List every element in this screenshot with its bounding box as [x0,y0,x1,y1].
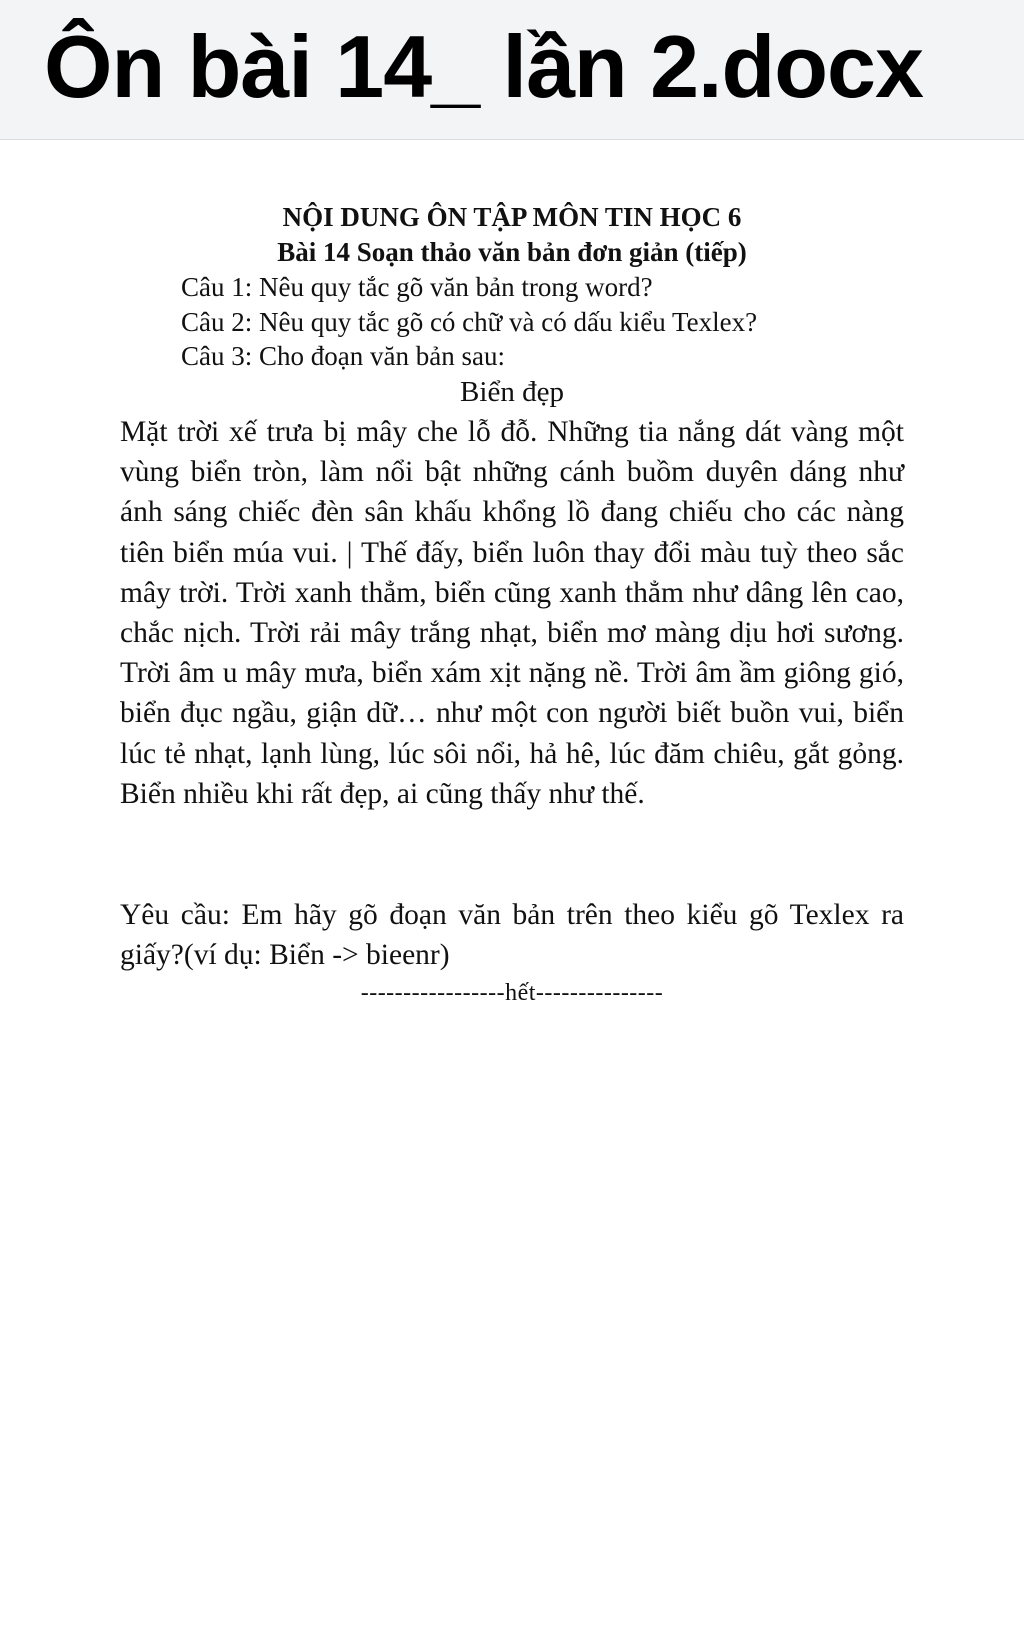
passage-title: Biển đẹp [460,376,564,408]
question-3: Câu 3: Cho đoạn văn bản sau: [181,341,505,371]
question-1: Câu 1: Nêu quy tắc gõ văn bản trong word? [181,272,653,302]
document-heading: NỘI DUNG ÔN TẬP MÔN TIN HỌC 6 [282,202,742,232]
end-marker: -----------------hết--------------- [360,980,664,1006]
document-title: Ôn bài 14_ lần 2.docx [44,17,923,116]
request-text: Yêu cầu: Em hãy gõ đoạn văn bản trên theo kiểu gõ Texlex ra giấy?(ví dụ: Biển -> bieenr) [120,899,904,971]
question-2: Câu 2: Nêu quy tắc gõ có chữ và có dấu kiểu Texlex? [181,307,758,337]
document-page[interactable] [0,140,1024,1641]
title-bar [0,0,1024,140]
document-subheading: Bài 14 Soạn thảo văn bản đơn giản (tiếp) [277,237,747,267]
passage-text: Mặt trời xế trưa bị mây che lỗ đỗ. Những tia nắng dát vàng một vùng biển tròn, làm nổi bật những cánh buồm duyên dáng như ánh sáng chiếc đèn sân khấu khổng lồ đang chiếu cho các nàng tiên biển múa vui. | Thế đấy, biển luôn thay đổi màu tuỳ theo sắc mây trời. Trời xanh thẳm, biển cũng xanh thẳm như dâng lên cao, chắc nịch. Trời rải mây trắng nhạt, biển mơ màng dịu hơi sương. Trời âm u mây mưa, biển xám xịt nặng nề. Trời âm ầm giông gió, biển đục ngầu, giận dữ… như một con người biết buồn vui, biển lúc tẻ nhạt, lạnh lùng, lúc sôi nổi, hả hê, lúc đăm chiêu, gắt gỏng. Biển nhiều khi rất đẹp, ai cũng thấy như thế. [120,416,904,810]
